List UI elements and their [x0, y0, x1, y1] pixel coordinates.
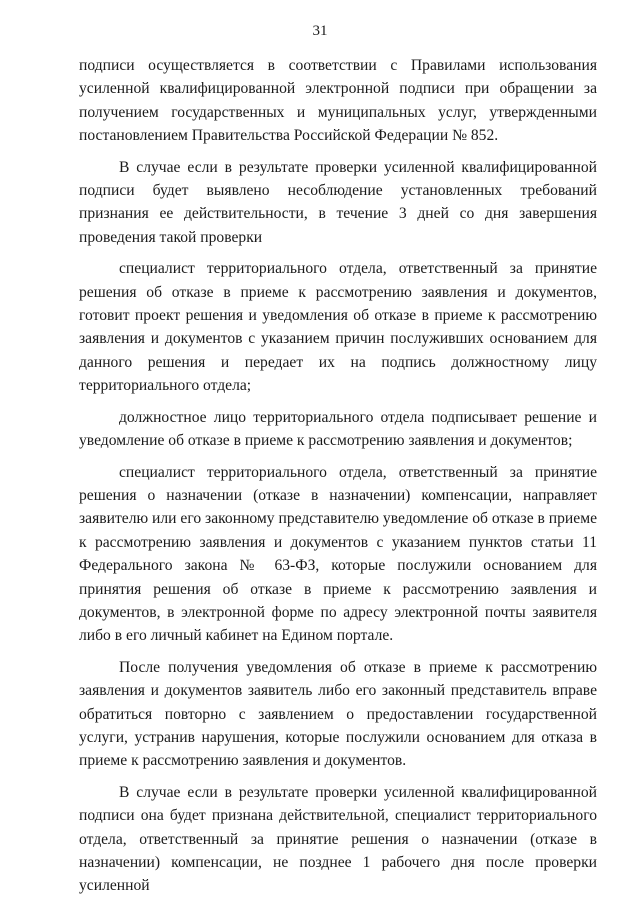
paragraph-signature-rules: подписи осуществляется в соответствии с Правилами использования усиленной квалифицированной электронной подписи при обращении за получением государственных и муниципальных услуг, утвержденными постановлением Правительства Российской Федерации № 852. [79, 57, 597, 145]
paragraph-invalid-signature: В случае если в результате проверки усиленной квалифицированной подписи будет выявлено несоблюдение установленных требований признания ее действительности, в течение 3 дней со дня завершения проведения такой проверки [79, 158, 597, 246]
paragraph-specialist-sends-notice: специалист территориального отдела, ответственный за принятие решения о назначении (отказе в назначении) компенсации, направляет заявителю или его законному представителю уведомление об отказе в приеме к рассмотрению заявления и документов с указанием пунктов статьи 11 Федерального закона № 63-ФЗ, которые послужили основанием для принятия решения об отказе в приеме к рассмотрению заявления и документов, в электронной форме по адресу электронной почты заявителя либо в его личный кабинет на Едином портале. [79, 463, 597, 645]
paragraph-specialist-prepares-refusal: специалист территориального отдела, ответственный за принятие решения об отказе в приеме к рассмотрению заявления и документов, готовит проект решения и уведомления об отказе в приеме к рассмотрению заявления и документов с указанием причин послуживших основанием для данного решения и передает их на подпись должностному лицу территориального отдела; [79, 260, 597, 395]
paragraph-official-signs: должностное лицо территориального отдела подписывает решение и уведомление об отказе в приеме к рассмотрению заявления и документов; [79, 408, 597, 450]
paragraph-valid-signature: В случае если в результате проверки усиленной квалифицированной подписи она будет признана действительной, специалист территориального отдела, ответственный за принятие решения о назначении (отказе в назначении) компенсации, не позднее 1 рабочего дня после проверки усиленной [79, 783, 597, 895]
paragraph-repeat-application: После получения уведомления об отказе в приеме к рассмотрению заявления и документов заявитель либо его законный представитель вправе обратиться повторно с заявлением о предоставлении государственной услуги, устранив нарушения, которые послужили основанием для отказа в приеме к рассмотрению заявления и документов. [79, 658, 597, 770]
page-number: 31 [312, 23, 328, 39]
document-body [79, 54, 597, 898]
